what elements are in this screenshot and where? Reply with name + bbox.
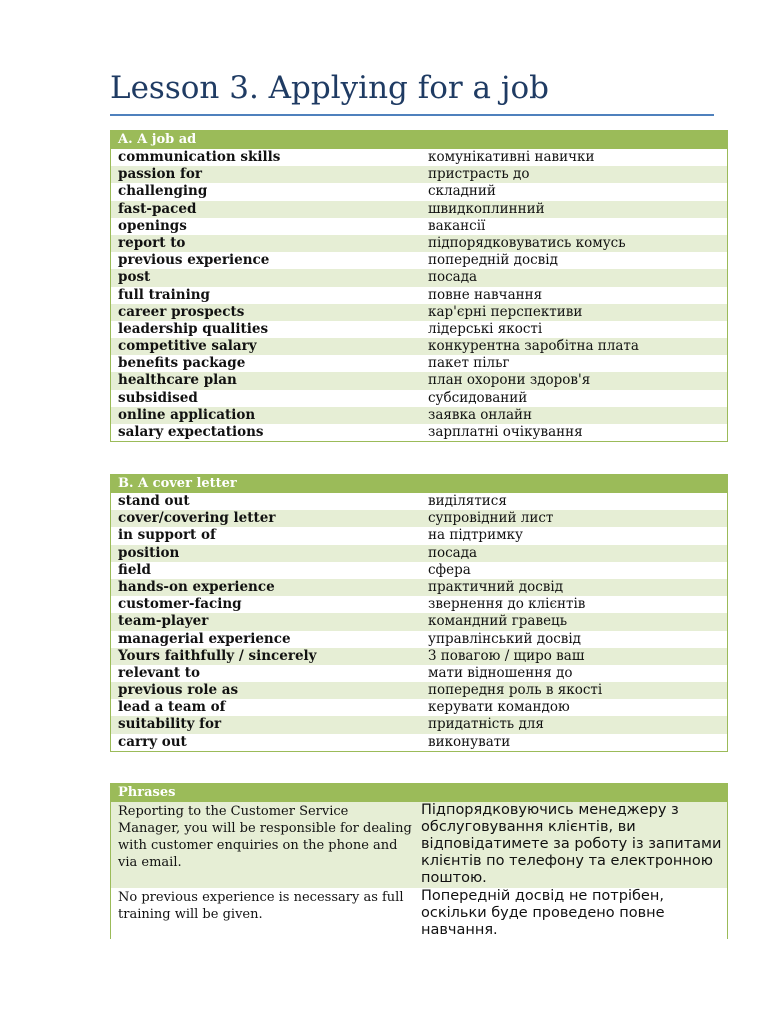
term-english: leadership qualities — [118, 320, 269, 337]
term-english: relevant to — [118, 664, 201, 681]
term-english: suitability for — [118, 716, 222, 733]
term-english: post — [118, 269, 151, 286]
vocab-row — [111, 734, 727, 751]
term-english: previous experience — [118, 252, 270, 269]
term-ukrainian: лідерські якості — [428, 320, 543, 337]
term-ukrainian: зарплатні очікування — [428, 424, 583, 440]
vocab-row — [111, 665, 727, 682]
term-english: in support of — [118, 527, 216, 544]
term-ukrainian: повне навчання — [428, 286, 543, 303]
term-ukrainian: мати відношення до — [428, 664, 573, 681]
vocab-row — [111, 355, 727, 372]
vocab-row — [111, 372, 727, 389]
term-english: customer-facing — [118, 596, 242, 613]
term-ukrainian: кар'єрні перспективи — [428, 303, 583, 320]
term-english: communication skills — [118, 149, 281, 165]
term-english: cover/covering letter — [118, 510, 276, 527]
term-ukrainian: практичний досвід — [428, 578, 564, 595]
phrase-ukrainian: Попередній досвід не потрібен, оскільки буде проведено повне навчання. — [421, 888, 665, 938]
term-ukrainian: З повагою / щиро ваш — [428, 647, 585, 664]
vocab-row — [111, 166, 727, 183]
vocab-row — [111, 613, 727, 630]
phrase-row — [111, 888, 727, 939]
term-ukrainian: попередній досвід — [428, 252, 558, 269]
phrases-table — [110, 783, 728, 939]
table-header: Phrases — [111, 784, 727, 802]
term-ukrainian: посада — [428, 544, 478, 561]
vocab-row — [111, 149, 727, 166]
job-ad-table — [110, 130, 728, 442]
term-english: benefits package — [118, 355, 246, 372]
term-english: full training — [118, 286, 211, 303]
term-english: field — [118, 561, 151, 578]
vocab-row — [111, 235, 727, 252]
vocab-row — [111, 183, 727, 200]
vocab-row — [111, 390, 727, 407]
term-ukrainian: заявка онлайн — [428, 406, 533, 423]
term-ukrainian: супровідний лист — [428, 510, 554, 527]
term-ukrainian: командний гравець — [428, 613, 568, 630]
term-english: carry out — [118, 733, 187, 750]
vocab-row — [111, 407, 727, 424]
term-ukrainian: конкурентна заробітна плата — [428, 338, 639, 355]
vocab-row — [111, 682, 727, 699]
term-ukrainian: вакансії — [428, 217, 486, 234]
term-ukrainian: складний — [428, 183, 496, 200]
vocab-row — [111, 338, 727, 355]
term-ukrainian: виконувати — [428, 733, 511, 750]
vocab-row — [111, 596, 727, 613]
term-english: report to — [118, 234, 186, 251]
term-english: career prospects — [118, 303, 245, 320]
phrase-row — [111, 802, 727, 888]
term-english: salary expectations — [118, 424, 264, 440]
vocab-row — [111, 699, 727, 716]
term-ukrainian: виділятися — [428, 493, 507, 509]
vocab-row — [111, 252, 727, 269]
term-ukrainian: субсидований — [428, 389, 528, 406]
phrase-english: Reporting to the Customer Service Manager, you will be responsible for dealing with customer enquiries on the phone and via email. — [118, 804, 412, 870]
term-ukrainian: швидкоплинний — [428, 200, 545, 217]
term-ukrainian: план охорони здоров'я — [428, 372, 591, 389]
term-ukrainian: комунікативні навички — [428, 149, 595, 165]
term-english: previous role as — [118, 682, 239, 699]
term-ukrainian: сфера — [428, 561, 471, 578]
phrase-english: No previous experience is necessary as full training will be given. — [118, 890, 404, 922]
term-english: Yours faithfully / sincerely — [118, 647, 317, 664]
term-english: openings — [118, 217, 187, 234]
vocab-row — [111, 648, 727, 665]
term-english: passion for — [118, 166, 202, 183]
term-english: managerial experience — [118, 630, 291, 647]
term-ukrainian: звернення до клієнтів — [428, 596, 586, 613]
vocab-row — [111, 579, 727, 596]
term-ukrainian: керувати командою — [428, 699, 570, 716]
term-english: competitive salary — [118, 338, 257, 355]
term-ukrainian: придатність для — [428, 716, 544, 733]
vocab-row — [111, 562, 727, 579]
table-header: A. A job ad — [111, 131, 727, 149]
term-ukrainian: підпорядковуватись комусь — [428, 234, 626, 251]
term-english: online application — [118, 406, 256, 423]
vocab-row — [111, 321, 727, 338]
term-ukrainian: пакет пільг — [428, 355, 510, 372]
term-ukrainian: пристрасть до — [428, 166, 530, 183]
term-english: subsidised — [118, 389, 198, 406]
term-english: position — [118, 544, 180, 561]
term-english: challenging — [118, 183, 208, 200]
vocab-row — [111, 424, 727, 441]
term-english: fast-paced — [118, 200, 197, 217]
term-english: stand out — [118, 493, 190, 509]
vocab-row — [111, 493, 727, 510]
term-english: hands-on experience — [118, 578, 275, 595]
term-english: lead a team of — [118, 699, 226, 716]
cover-letter-table — [110, 474, 728, 752]
vocab-row — [111, 527, 727, 544]
vocab-row — [111, 545, 727, 562]
vocab-row — [111, 269, 727, 286]
vocab-row — [111, 631, 727, 648]
term-ukrainian: управлінський досвід — [428, 630, 581, 647]
table-header: B. A cover letter — [111, 475, 727, 493]
term-ukrainian: на підтримку — [428, 527, 523, 544]
term-english: team-player — [118, 613, 209, 630]
term-ukrainian: посада — [428, 269, 478, 286]
vocab-row — [111, 201, 727, 218]
vocab-row — [111, 510, 727, 527]
vocab-row — [111, 287, 727, 304]
vocab-row — [111, 304, 727, 321]
phrase-ukrainian: Підпорядковуючись менеджеру з обслуговування клієнтів, ви відповідатимете за роботу із запитами клієнтів по телефону та електронною поштою. — [421, 802, 722, 886]
term-ukrainian: попередня роль в якості — [428, 682, 603, 699]
vocab-row — [111, 218, 727, 235]
vocab-row — [111, 716, 727, 733]
page-title: Lesson 3. Applying for a job — [110, 66, 714, 116]
term-english: healthcare plan — [118, 372, 237, 389]
